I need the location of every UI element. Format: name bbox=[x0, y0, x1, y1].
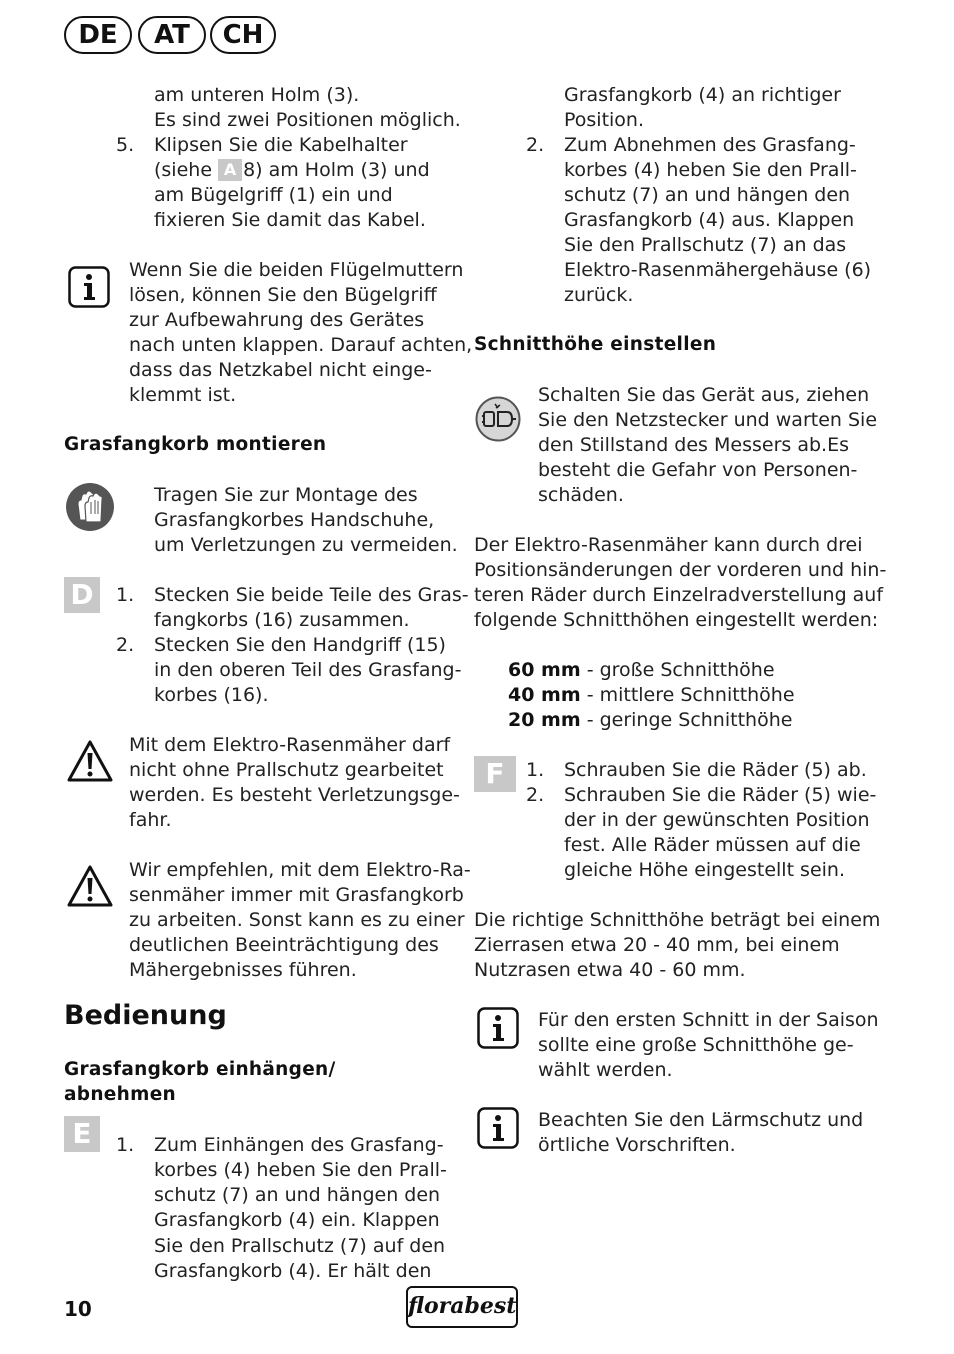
info-text: sollte eine große Schnitthöhe ge- bbox=[538, 1034, 854, 1056]
info-text: dass das Netzkabel nicht einge- bbox=[129, 359, 432, 381]
step-number: 1. bbox=[116, 584, 135, 606]
figure-ref-e: E bbox=[64, 1116, 100, 1152]
info-icon bbox=[68, 266, 110, 308]
step-text: fest. Alle Räder müssen auf die bbox=[564, 834, 861, 856]
step-number: 2. bbox=[116, 634, 135, 656]
warning-text: zu arbeiten. Sonst kann es zu einer bbox=[129, 909, 465, 931]
step-text: am Bügelgriff (1) ein und bbox=[154, 184, 393, 206]
info-icon bbox=[477, 1007, 519, 1049]
step-text: Zum Abnehmen des Grasfang- bbox=[564, 134, 856, 156]
warning-icon bbox=[66, 864, 114, 908]
paragraph: Zierrasen etwa 20 - 40 mm, bei einem bbox=[474, 934, 840, 956]
lang-badge-de: DE bbox=[64, 16, 132, 54]
paragraph: Positionsänderungen der vorderen und hin- bbox=[474, 559, 887, 581]
paragraph: teren Räder durch Einzelradverstellung auf bbox=[474, 584, 884, 606]
info-text: klemmt ist. bbox=[129, 384, 237, 406]
step-number: 1. bbox=[116, 1134, 135, 1156]
step-text: der in der gewünschten Position bbox=[564, 809, 870, 831]
step-number: 5. bbox=[116, 134, 135, 156]
intro-line: Es sind zwei Positionen möglich. bbox=[154, 109, 461, 131]
info-text: nach unten klappen. Darauf achten, bbox=[129, 334, 473, 356]
subheading-grasfangkorb-montieren: Grasfangkorb montieren bbox=[64, 434, 327, 455]
height-option bbox=[508, 683, 795, 708]
warning-text: senmäher immer mit Grasfangkorb bbox=[129, 884, 464, 906]
height-value: 20 mm bbox=[508, 709, 581, 731]
step-text: Grasfangkorb (4) aus. Klappen bbox=[564, 209, 855, 231]
figure-ref-d: D bbox=[64, 577, 100, 613]
step-number: 2. bbox=[526, 134, 545, 156]
warning-text: Wir empfehlen, mit dem Elektro-Ra- bbox=[129, 859, 471, 881]
step-text: Elektro-Rasenmähergehäuse (6) bbox=[564, 259, 872, 281]
step-text: Stecken Sie den Handgriff (15) bbox=[154, 634, 446, 656]
gloves-note: Tragen Sie zur Montage des bbox=[154, 484, 418, 506]
info-text: Beachten Sie den Lärmschutz und bbox=[538, 1109, 864, 1131]
step-text: Schrauben Sie die Räder (5) ab. bbox=[564, 759, 867, 781]
gloves-note: Grasfangkorbes Handschuhe, bbox=[154, 509, 435, 531]
step-text: korbes (16). bbox=[154, 684, 269, 706]
warning-text: Mähergebnisses führen. bbox=[129, 959, 357, 981]
info-text: örtliche Vorschriften. bbox=[538, 1134, 736, 1156]
intro-line: am unteren Holm (3). bbox=[154, 84, 360, 106]
unplug-note: Schalten Sie das Gerät aus, ziehen bbox=[538, 384, 870, 406]
height-option bbox=[508, 708, 792, 733]
height-desc: - mittlere Schnitthöhe bbox=[580, 684, 795, 706]
step-text: Schrauben Sie die Räder (5) wie- bbox=[564, 784, 877, 806]
subheading-einhaengen: Grasfangkorb einhängen/ bbox=[64, 1059, 336, 1080]
step-text: Grasfangkorb (4) an richtiger bbox=[564, 84, 841, 106]
step-text: Stecken Sie beide Teile des Gras- bbox=[154, 584, 469, 606]
info-text: Für den ersten Schnitt in der Saison bbox=[538, 1009, 879, 1031]
warning-text: deutlichen Beeinträchtigung des bbox=[129, 934, 439, 956]
step-text: zurück. bbox=[564, 284, 634, 306]
paragraph: folgende Schnitthöhen eingestellt werden: bbox=[474, 609, 879, 631]
step-text: gleiche Höhe eingestellt sein. bbox=[564, 859, 846, 881]
info-text: zur Aufbewahrung des Gerätes bbox=[129, 309, 425, 331]
step-text: Zum Einhängen des Grasfang- bbox=[154, 1134, 444, 1156]
subheading-einhaengen: abnehmen bbox=[64, 1084, 177, 1105]
step-text: Grasfangkorb (4). Er hält den bbox=[154, 1260, 432, 1282]
subheading-schnitthoehe: Schnitthöhe einstellen bbox=[474, 334, 717, 355]
step-text: korbes (4) heben Sie den Prall- bbox=[154, 1159, 447, 1181]
figure-ref-f: F bbox=[474, 756, 516, 792]
height-desc: - geringe Schnitthöhe bbox=[580, 709, 793, 731]
info-text: Wenn Sie die beiden Flügelmuttern bbox=[129, 259, 464, 281]
info-text: lösen, können Sie den Bügelgriff bbox=[129, 284, 437, 306]
step-number: 2. bbox=[526, 784, 545, 806]
height-value: 40 mm bbox=[508, 684, 581, 706]
step-text: Sie den Prallschutz (7) an das bbox=[564, 234, 847, 256]
step-text: 8) am Holm (3) und bbox=[243, 159, 430, 181]
brand-logo: florabest bbox=[406, 1286, 518, 1328]
figure-ref-a: A bbox=[218, 159, 242, 181]
gloves-note: um Verletzungen zu vermeiden. bbox=[154, 534, 458, 556]
page-number: 10 bbox=[64, 1297, 92, 1321]
unplug-note: den Stillstand des Messers ab.Es bbox=[538, 434, 849, 456]
lang-badge-ch: CH bbox=[210, 16, 276, 54]
step-text: (siehe bbox=[154, 159, 213, 181]
step-text: Sie den Prallschutz (7) auf den bbox=[154, 1235, 446, 1257]
warning-text: Mit dem Elektro-Rasenmäher darf bbox=[129, 734, 451, 756]
step-text: schutz (7) an und hängen den bbox=[564, 184, 851, 206]
step-text: Klipsen Sie die Kabelhalter bbox=[154, 134, 408, 156]
unplug-icon bbox=[475, 396, 521, 442]
height-option bbox=[508, 658, 775, 683]
paragraph: Der Elektro-Rasenmäher kann durch drei bbox=[474, 534, 863, 556]
height-value: 60 mm bbox=[508, 659, 581, 681]
step-text: in den oberen Teil des Grasfang- bbox=[154, 659, 462, 681]
gloves-icon bbox=[65, 482, 115, 532]
warning-text: nicht ohne Prallschutz gearbeitet bbox=[129, 759, 444, 781]
info-text: wählt werden. bbox=[538, 1059, 673, 1081]
height-desc: - große Schnitthöhe bbox=[580, 659, 775, 681]
warning-text: werden. Es besteht Verletzungsge- bbox=[129, 784, 460, 806]
unplug-note: Sie den Netzstecker und warten Sie bbox=[538, 409, 878, 431]
step-text-with-figure bbox=[154, 158, 430, 183]
step-number: 1. bbox=[526, 759, 545, 781]
section-title: Bedienung bbox=[64, 1000, 227, 1031]
info-icon bbox=[477, 1107, 519, 1149]
unplug-note: besteht die Gefahr von Personen- bbox=[538, 459, 858, 481]
step-text: fixieren Sie damit das Kabel. bbox=[154, 209, 426, 231]
step-text: Position. bbox=[564, 109, 645, 131]
step-text: fangkorbs (16) zusammen. bbox=[154, 609, 410, 631]
step-text: korbes (4) heben Sie den Prall- bbox=[564, 159, 857, 181]
paragraph: Nutzrasen etwa 40 - 60 mm. bbox=[474, 959, 746, 981]
warning-icon bbox=[66, 739, 114, 783]
step-text: Grasfangkorb (4) ein. Klappen bbox=[154, 1209, 440, 1231]
unplug-note: schäden. bbox=[538, 484, 624, 506]
lang-badge-at: AT bbox=[138, 16, 206, 54]
step-text: schutz (7) an und hängen den bbox=[154, 1184, 441, 1206]
paragraph: Die richtige Schnitthöhe beträgt bei einem bbox=[474, 909, 881, 931]
warning-text: fahr. bbox=[129, 809, 172, 831]
